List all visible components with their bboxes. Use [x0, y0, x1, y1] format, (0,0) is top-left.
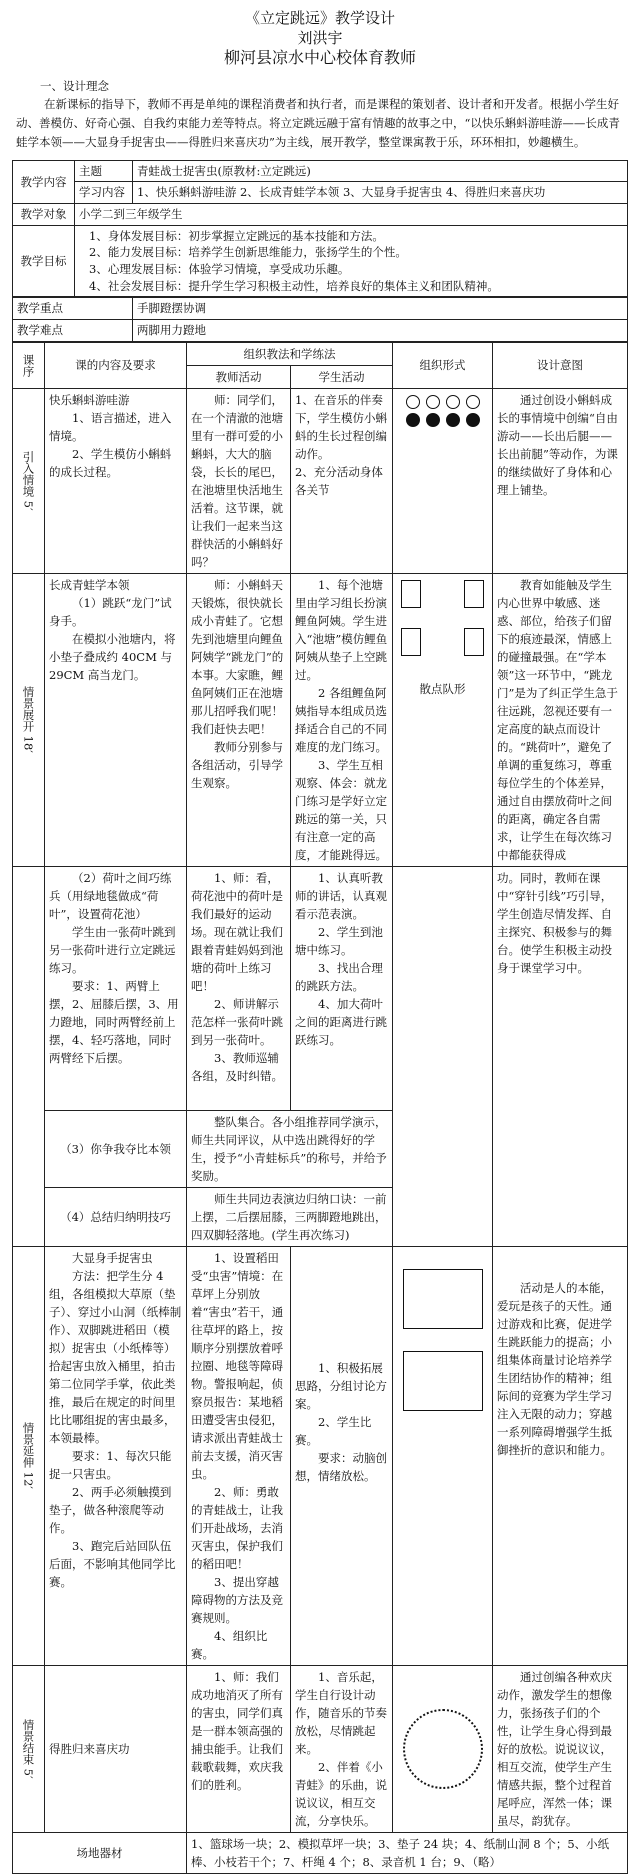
- teacher-text: 1、设置稻田受“虫害”情境：在草坪上分别放着“害虫”若干，通往草坪的路上，按顺序分别摆放着呼拉圈、地毯等障碍物。警报响起，侦察员报告：某地稻田遭受害虫侵犯，请求派出青蛙战士前去支援，消灭害虫。: [191, 1250, 284, 1481]
- intent-text: 活动是人的本能，爱玩是孩子的天性。通过游戏和比赛，促进学生跳跃能力的提高；小组集体商量讨论培养学生团结协作的精神；组际间的竞赛为学生学习注入无限的动力；穿越一系列障碍增强学生抵御挫折的意识和能力。: [497, 1280, 612, 1457]
- teacher-cell: [187, 866, 291, 1110]
- diff-value: 两脚用力蹬地: [133, 320, 628, 342]
- teacher-text: 1、师：我们成功地消灭了所有的害虫，同学们真是一群本领高强的捕虫能手。让我们载歌载舞，欢庆我们的胜利。: [191, 1669, 283, 1792]
- form-cell: [393, 573, 493, 866]
- intent-text: 通过创编各种欢庆动作，激发学生的想像力，张扬孩子们的个性，让学生身心得到最好的放松。说说议议，相互交流，使学生产生情感共振，整个过程首尾呼应，浑然一体；课虽尽，韵犹存。: [497, 1669, 612, 1828]
- student-line: 2 各组鲤鱼阿姨指导本组成员选择适合自己的不同难度的龙门练习。: [295, 685, 387, 754]
- square-shape: [401, 628, 421, 656]
- stage-cell: [13, 388, 45, 573]
- footer-label: 场地器材: [13, 1832, 187, 1873]
- teacher-text: 教师分别参与各组活动，引导学生观察。: [191, 739, 283, 790]
- teacher-cell: [187, 1665, 291, 1832]
- goal-item: 3、心理发展目标：体验学习情境，享受成功乐趣。: [89, 262, 350, 277]
- teacher-text: 3、提出穿越障碍物的方法及竞赛规则。: [191, 1574, 283, 1625]
- student-cell: [291, 573, 393, 866]
- object-value: 小学二到三年级学生: [75, 204, 628, 226]
- student-line: 2、学生到池塘中练习。: [295, 924, 383, 957]
- student-line: 4、加大荷叶之间的距离进行跳跃练习。: [295, 996, 387, 1047]
- teacher-cell: [187, 1246, 291, 1665]
- student-line: 1、音乐起，学生自行设计动作，随音乐的节奏放松，尽情跳起来。: [295, 1669, 387, 1756]
- circle-formation: [403, 1709, 483, 1789]
- circle-shape: [406, 395, 420, 409]
- form-label: 散点队形: [419, 681, 466, 696]
- circle-shape: [426, 395, 440, 409]
- lesson-table: [12, 342, 628, 1874]
- student-line: 1、在音乐的伴奏下，学生模仿小蝌蚪的生长过程创编动作。: [295, 392, 387, 461]
- intent-text: 功。同时，教师在课中“穿针引线”巧引导，学生创造尽情发挥、自主探究、积极参与的舞台。使学生积极主动投身于课堂学习中。: [497, 870, 613, 975]
- content-cell: [45, 573, 187, 866]
- content-line: 学生由一张荷叶跳到另一张荷叶进行立定跳远练习。: [49, 924, 176, 975]
- col-order: 课序: [13, 342, 45, 388]
- stage-cell: [13, 1665, 45, 1832]
- method-cell: [187, 1187, 393, 1246]
- goal-list: [75, 225, 628, 297]
- author-school: 柳河县凉水中心校体育教师: [223, 48, 416, 67]
- method-text: 整队集合。各小组推荐同学演示，师生共同评议，从中选出跳得好的学生，授予“小青蛙标兵”的称号，并给予奖励。: [191, 1114, 387, 1183]
- formation-diagram: [403, 1351, 483, 1411]
- intent-text: 教育如能触及学生内心世界中敏感、迷惑、部位，给孩子们留下的痕迹最深，情感上的碰撞最强。在“学本领”这一环节中，“跳龙门”是为了纠正学生急于往远跳，忽视还要有一定高度的缺点而设计的。“跳荷叶”，避免了单调的重复练习，尊重每位学生的个体差异，通过自由摆放荷叶之间的距离，确定各自需求，让学生在每次练习中都能获得成: [497, 577, 618, 862]
- info-table: [12, 160, 628, 298]
- teacher-cell: [187, 573, 291, 866]
- student-cell: [291, 1665, 393, 1832]
- order-value: 1、快乐蝌蚪游哇游 2、长成青蛙学本领 3、大显身手捉害虫 4、得胜归来喜庆功: [133, 182, 628, 204]
- teacher-text: 1、师：看，荷花池中的荷叶是我们最好的运动场。现在就让我们跟着青蛙妈妈到池塘的荷叶上练习吧！: [191, 870, 283, 993]
- col-intent: 设计意图: [493, 342, 628, 388]
- col-method: 组织教法和学练法: [187, 342, 393, 365]
- content-cell: [45, 1246, 187, 1665]
- stage-time: 18′: [21, 735, 36, 754]
- intent-cell: [493, 1246, 628, 1665]
- teacher-text: 4、组织比赛。: [191, 1628, 268, 1661]
- content-line: 要求：1、两臂上摆，2、屈膝后摆，3、用力蹬地，同时两臂经前上摆，4、轻巧落地，同时两臂经下后摆。: [49, 978, 179, 1065]
- content-cell: （4）总结归纳明技巧: [45, 1187, 187, 1246]
- col-student: 学生活动: [291, 365, 393, 388]
- method-text: 师生共同边表演边归纳口诀：一前上摆，二后摆屈膝，三两脚蹬地跳出，四双脚轻落地。(学生再次练习): [191, 1191, 387, 1242]
- teacher-cell: [187, 388, 291, 573]
- form-cell: [393, 388, 493, 573]
- form-cell: [393, 1665, 493, 1832]
- stage-cell: [13, 1246, 45, 1665]
- formation-diagram: [397, 580, 488, 608]
- teacher-text: 3、教师巡辅各组，及时纠错。: [191, 1050, 283, 1083]
- intent-text: 通过创设小蝌蚪成长的事情境中创编“自由游动——长出后腿——长出前腿”等动作，为课的继续做好了身体和心理上铺垫。: [497, 392, 618, 497]
- goal-item: 2、能力发展目标：培养学生创新思维能力，张扬学生的个性。: [89, 245, 407, 260]
- content-line: （2）荷叶之间巧练兵（用绿地毯做成“荷叶”，设置荷花池）: [49, 870, 172, 921]
- stage-name: 情景展开: [21, 686, 36, 733]
- stage-name: 引入情境: [21, 450, 36, 497]
- topic-value: 青蛙战士捉害虫(原教材:立定跳远): [133, 160, 628, 182]
- teacher-text: 师：同学们，在一个清澈的池塘里有一群可爱的小蝌蚪，大大的脑袋，长长的尾巴，在池塘里快活地生活着。这节课，就让我们一起来当这群快活的小蝌蚪好吗？: [191, 392, 283, 569]
- intent-cell: [493, 866, 628, 1246]
- student-cell: [291, 866, 393, 1110]
- col-form: 组织形式: [393, 342, 493, 388]
- footer-text: 1、篮球场一块；2、模拟草坪一块；3、垫子 24 块；4、纸制山洞 8 个；5、小纸棒、小枝若干个；7、杆绳 4 个；8、录音机 1 台；9、（略）: [187, 1832, 628, 1873]
- keypoint-table: [12, 297, 628, 341]
- teacher-text: 2、师讲解示范怎样一张荷叶跳到另一张荷叶。: [191, 996, 283, 1047]
- stage-cell: [13, 866, 45, 1246]
- student-line: 1、积极拓展思路，分组讨论方案。: [295, 1360, 387, 1411]
- stage-name: 情景延伸: [21, 1422, 36, 1469]
- student-line: 2、充分活动身体各关节: [295, 464, 383, 497]
- content-cell: [45, 866, 187, 1110]
- content-line: 要求：1、每次只能捉一只害虫。: [49, 1448, 172, 1481]
- form-cell: [393, 866, 493, 1246]
- circle-shape: [446, 395, 460, 409]
- circle-shape: [406, 413, 420, 427]
- square-shape: [464, 580, 484, 608]
- student-cell: [291, 388, 393, 573]
- formation-diagram: [397, 395, 488, 409]
- stage-time: 12′: [21, 1471, 36, 1490]
- goal-label: 教学目标: [13, 225, 75, 297]
- key-value: 手脚蹬摆协调: [133, 298, 628, 320]
- intent-cell: [493, 1665, 628, 1832]
- key-label: 教学重点: [13, 298, 133, 320]
- goal-item: 1、身体发展目标：初步掌握立定跳远的基本技能和方法。: [89, 228, 384, 243]
- page-header: [0, 0, 640, 68]
- order-label: 学习内容: [75, 182, 133, 204]
- goal-item: 4、社会发展目标：提升学生学习积极主动性，培养良好的集体主义和团队精神。: [89, 278, 499, 293]
- teacher-text: 2、师：勇敢的青蛙战士，让我们开赴战场，去消灭害虫，保护我们的稻田吧！: [191, 1484, 283, 1571]
- content-cell: [45, 388, 187, 573]
- object-label: 教学对象: [13, 204, 75, 226]
- formation-diagram: [397, 413, 488, 427]
- teacher-text: 师：小蝌蚪天天锻炼，很快就长成小青蛙了。它想先到池塘里向鲤鱼阿姨学“跳龙门”的本事。大家瞧，鲤鱼阿姨们正在池塘那儿招呼我们呢！我们赶快去吧！: [191, 577, 284, 736]
- intent-cell: [493, 388, 628, 573]
- diff-label: 教学难点: [13, 320, 133, 342]
- form-cell: [393, 1246, 493, 1665]
- content-line: 1、语言描述，进入情境。: [49, 410, 172, 443]
- design-heading: 一、设计理念: [40, 79, 109, 93]
- document-title: 《立定跳远》教学设计: [244, 9, 395, 27]
- content-line: 大显身手捉害虫: [72, 1250, 153, 1265]
- content-line: 方法：把学生分 4 组，各组模拟大草原（垫子）、穿过小山洞（纸棒制作）、双脚跳进稻田（模拟）捉害虫（小纸棒等）拾起害虫放入桶里，拍击第二位同学手掌，依此类推，最后在规定的时间里比比哪组捉的害虫最多，本领最棒。: [49, 1268, 182, 1445]
- student-line: 1、每个池塘里由学习组长扮演鲤鱼阿姨。学生进入“池塘”模仿鲤鱼阿姨从垫子上空跳过。: [295, 577, 388, 682]
- content-line: 2、学生模仿小蝌蚪的成长过程。: [49, 446, 172, 479]
- student-line: 2、伴着《小青蛙》的乐曲，说说议议，相互交流，分享快乐。: [295, 1759, 387, 1828]
- stage-cell: [13, 573, 45, 866]
- circle-shape: [466, 413, 480, 427]
- content-cell: 得胜归来喜庆功: [45, 1665, 187, 1832]
- student-line: 3、找出合理的跳跃方法。: [295, 960, 383, 993]
- student-cell: [291, 1246, 393, 1665]
- square-shape: [401, 580, 421, 608]
- col-content: 课的内容及要求: [45, 342, 187, 388]
- content-line: 在模拟小池塘内，将小垫子叠成约 40CM 与 29CM 高当龙门。: [49, 631, 176, 682]
- design-body: 在新课标的指导下，教师不再是单纯的课程消费者和执行者，而是课程的策划者、设计者和开发者。根据小学生好动、善模仿、好奇心强、自我约束能力差等特点。将立定跳远融于富有情趣的故事之中，“以快乐蝌蚪游哇游——长成青蛙学本领——大显身手捉害虫——得胜归来喜庆功”为主线，展开教学，整堂课寓教于乐，环环相扣，妙趣横生。: [16, 96, 620, 149]
- topic-label: 主题: [75, 160, 133, 182]
- stage-time: 5′: [21, 1768, 36, 1779]
- author-name: 刘洪宇: [297, 29, 343, 47]
- circle-shape: [466, 395, 480, 409]
- circle-shape: [426, 413, 440, 427]
- square-shape: [464, 628, 484, 656]
- student-line: 2、学生比赛。: [295, 1414, 372, 1447]
- formation-diagram: [403, 1269, 483, 1329]
- stage-time: 5′: [21, 500, 36, 511]
- intent-cell: [493, 573, 628, 866]
- method-cell: [187, 1110, 393, 1187]
- col-teacher: 教师活动: [187, 365, 291, 388]
- content-line: 长成青蛙学本领: [49, 577, 130, 592]
- content-line: 3、跑完后站回队伍后面，不影响其他同学比赛。: [49, 1538, 176, 1589]
- formation-diagram: [397, 628, 488, 656]
- content-label: 教学内容: [13, 160, 75, 203]
- content-cell: （3）你争我夺比本领: [45, 1110, 187, 1187]
- stage-name: 情景结束: [21, 1718, 36, 1765]
- student-line: 要求：动脑创想，情绪放松。: [295, 1450, 387, 1483]
- content-line: 2、两手必须触摸到垫子，做各种滚爬等动作。: [49, 1484, 172, 1535]
- circle-shape: [446, 413, 460, 427]
- student-line: 1、认真听教师的讲话，认真观看示范表演。: [295, 870, 387, 921]
- content-line: （1）跳跃“龙门”试身手。: [49, 595, 172, 628]
- student-line: 3、学生互相观察、体会：就龙门练习是学好立定跳远的第一关，只有注意一定的高度，才能跳得远。: [295, 757, 387, 862]
- content-line: 快乐蝌蚪游哇游: [49, 392, 130, 407]
